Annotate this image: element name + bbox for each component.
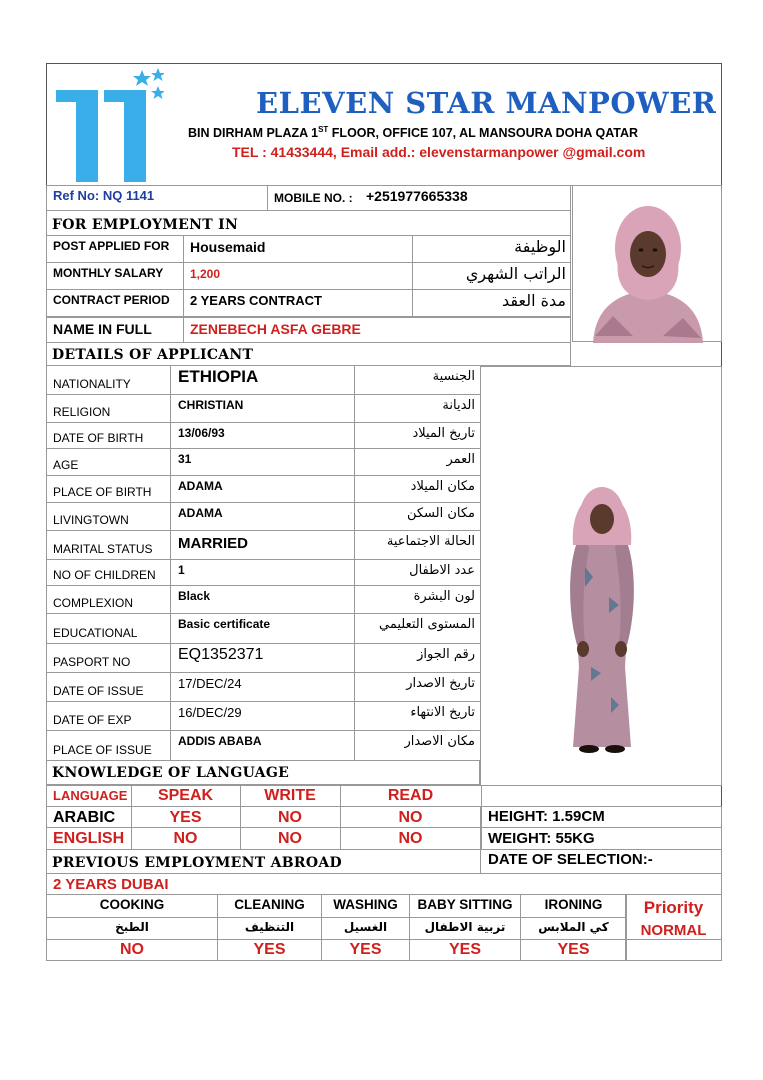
write-header: WRITE: [264, 787, 316, 804]
employment-label: POST APPLIED FOR: [53, 239, 170, 253]
priority-value: NORMAL: [640, 922, 707, 939]
detail-arabic: رقم الجواز: [417, 647, 475, 662]
detail-value: ADAMA: [178, 506, 223, 520]
company-contact: TEL : 41433444, Email add.: elevenstarmanpower @gmail.com: [232, 144, 646, 160]
detail-arabic: مكان الاصدار: [404, 734, 475, 749]
language-name: ARABIC: [53, 809, 116, 826]
employment-value: 1,200: [190, 267, 221, 281]
language-speak-value: YES: [169, 809, 202, 826]
detail-label: DATE OF EXP: [53, 713, 132, 727]
detail-label: EDUCATIONAL: [53, 626, 138, 640]
detail-label: COMPLEXION: [53, 596, 134, 610]
detail-label: PASPORT NO: [53, 655, 131, 669]
skill-value: YES: [349, 941, 382, 958]
detail-arabic: لون البشرة: [413, 589, 475, 604]
employment-heading: FOR EMPLOYMENT IN: [52, 217, 239, 233]
employment-value: 2 YEARS CONTRACT: [190, 293, 322, 308]
language-name: ENGLISH: [53, 830, 125, 847]
detail-label: PLACE OF BIRTH: [53, 485, 152, 499]
detail-label: DATE OF BIRTH: [53, 431, 144, 445]
skill-value: YES: [557, 941, 590, 958]
detail-arabic: مكان الميلاد: [410, 479, 475, 494]
logo-icon: [54, 66, 164, 184]
language-write-value: NO: [278, 809, 302, 826]
skill-name: WASHING: [333, 897, 398, 912]
detail-label: PLACE OF ISSUE: [53, 743, 152, 757]
detail-label: LIVINGTOWN: [53, 513, 129, 527]
selection-date: DATE OF SELECTION:-: [488, 851, 653, 868]
detail-label: DATE OF ISSUE: [53, 684, 144, 698]
skill-name: IRONING: [544, 897, 603, 912]
weight-value: WEIGHT: 55KG: [488, 830, 595, 847]
detail-arabic: عدد الاطفال: [409, 563, 475, 578]
detail-value-cell: [170, 448, 355, 476]
detail-label: NO OF CHILDREN: [53, 568, 156, 582]
priority-label: Priority: [643, 898, 704, 917]
details-heading: DETAILS OF APPLICANT: [52, 347, 254, 363]
detail-label: RELIGION: [53, 405, 111, 419]
ref-number: Ref No: NQ 1141: [53, 188, 155, 203]
detail-value: MARRIED: [178, 535, 248, 552]
detail-arabic: تاريخ الاصدار: [406, 676, 475, 691]
detail-value: ADDIS ABABA: [178, 734, 262, 748]
employment-arabic: الراتب الشهري: [465, 264, 566, 283]
skill-arabic: الطبخ: [115, 920, 149, 934]
skill-value: YES: [448, 941, 481, 958]
detail-value: CHRISTIAN: [178, 398, 244, 412]
skill-arabic: التنظيف: [244, 920, 295, 934]
detail-value: ADAMA: [178, 479, 223, 493]
detail-label: MARITAL STATUS: [53, 542, 153, 556]
detail-arabic: مكان السكن: [406, 506, 475, 521]
skill-value: YES: [253, 941, 286, 958]
detail-value: Basic certificate: [178, 617, 271, 631]
detail-arabic: الحالة الاجتماعية: [386, 534, 475, 549]
name-label: NAME IN FULL: [53, 321, 152, 337]
language-speak-value: NO: [173, 830, 198, 847]
read-header: READ: [387, 787, 434, 804]
language-read-value: NO: [398, 809, 423, 826]
employment-label: CONTRACT PERIOD: [53, 293, 170, 307]
full-body-icon: [481, 367, 723, 787]
detail-value-cell: [170, 559, 355, 586]
detail-value: 17/DEC/24: [178, 676, 242, 691]
detail-arabic: الجنسية: [432, 369, 475, 384]
skill-name: CLEANING: [234, 897, 305, 912]
employment-value: Housemaid: [190, 239, 266, 255]
portrait-icon: [573, 186, 723, 343]
language-read-value: NO: [398, 830, 423, 847]
detail-label: NATIONALITY: [53, 377, 131, 391]
company-name: ELEVEN STAR MANPOWER: [256, 86, 717, 120]
previous-heading: PREVIOUS EMPLOYMENT ABROAD: [52, 855, 342, 871]
employment-label: MONTHLY SALARY: [53, 266, 164, 280]
priority-empty-cell: [625, 939, 722, 961]
detail-value: 1: [178, 563, 185, 577]
employment-arabic: مدة العقد: [502, 291, 566, 310]
height-value: HEIGHT: 1.59CM: [488, 808, 605, 825]
detail-arabic: الديانة: [442, 398, 475, 413]
previous-value: 2 YEARS DUBAI: [53, 876, 169, 893]
mobile-value: +251977665338: [366, 188, 468, 204]
language-write-value: NO: [278, 830, 302, 847]
employment-arabic: الوظيفة: [514, 237, 566, 256]
mobile-label: MOBILE NO. :: [274, 191, 353, 205]
language-header-label: LANGUAGE: [53, 788, 128, 803]
detail-arabic: تاريخ الميلاد: [412, 426, 475, 441]
skill-arabic: الغسيل: [343, 920, 388, 934]
full-body-photo: [480, 366, 722, 786]
detail-value: Black: [178, 589, 211, 603]
skill-arabic: كي الملابس: [538, 920, 609, 934]
detail-value: 31: [178, 452, 192, 466]
detail-value: EQ1352371: [178, 646, 264, 663]
skill-name: BABY SITTING: [417, 897, 513, 912]
detail-arabic: العمر: [446, 452, 475, 467]
speak-header: SPEAK: [157, 787, 214, 804]
detail-arabic: المستوى التعليمي: [379, 617, 475, 632]
detail-arabic: تاريخ الانتهاء: [410, 705, 475, 720]
language-heading: KNOWLEDGE OF LANGUAGE: [52, 765, 290, 781]
detail-value: ETHIOPIA: [178, 367, 259, 386]
company-logo: [54, 66, 164, 184]
skill-value: NO: [120, 941, 144, 958]
name-value: ZENEBECH ASFA GEBRE: [190, 321, 361, 337]
detail-value: 13/06/93: [178, 426, 225, 440]
detail-label: AGE: [53, 458, 79, 472]
detail-value: 16/DEC/29: [178, 705, 242, 720]
skill-arabic: تربية الاطفال: [424, 920, 506, 934]
skill-name: COOKING: [99, 897, 165, 912]
portrait-photo: [572, 185, 722, 342]
company-address: BIN DIRHAM PLAZA 1ST FLOOR, OFFICE 107, AL MANSOURA DOHA QATAR: [188, 125, 639, 141]
